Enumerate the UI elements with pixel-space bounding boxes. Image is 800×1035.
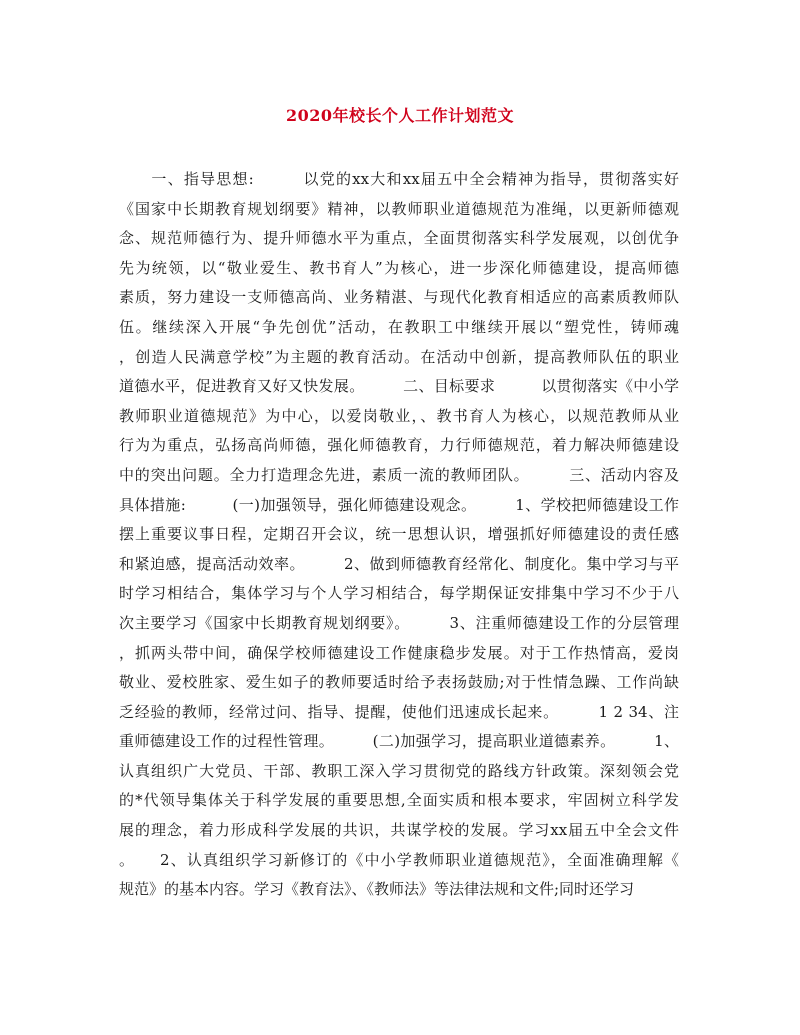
body-line: 一、指导思想: 以党的xx大和xx届五中全会精神为指导，贯彻落实好 xyxy=(119,170,679,188)
document-body xyxy=(119,165,679,905)
body-line: ，抓两头带中间，确保学校师德建设工作健康稳步发展。对于工作热情高，爱岗 xyxy=(119,643,679,662)
body-line: 敬业、爱校胜家、爱生如子的教师要适时给予表扬鼓励;对于性情急躁、工作尚缺 xyxy=(119,673,679,692)
body-line: 展的理念，着力形成科学发展的共识，共谋学校的发展。学习xx届五中全会文件 xyxy=(119,821,679,840)
body-line: ，创造人民满意学校”为主题的教育活动。在活动中创新，提高教师队伍的职业 xyxy=(119,347,679,366)
body-line: 具体措施: (一)加强领导，强化师德建设观念。 1、学校把师德建设工作 xyxy=(119,495,679,514)
body-line: 摆上重要议事日程，定期召开会议，统一思想认识，增强抓好师德建设的责任感 xyxy=(119,525,679,544)
body-line: 念、规范师德行为、提升师德水平为重点，全面贯彻落实科学发展观，以创优争 xyxy=(119,229,679,248)
body-line: 次主要学习《国家中长期教育规划纲要》。 3、注重师德建设工作的分层管理 xyxy=(119,613,679,632)
body-line: 《国家中长期教育规划纲要》精神，以教师职业道德规范为准绳，以更新师德观 xyxy=(119,199,679,218)
body-line: 教师职业道德规范》为中心，以爱岗敬业，、教书育人为核心，以规范教师从业 xyxy=(119,406,679,425)
body-line: 道德水平，促进教育又好又快发展。 二、目标要求 以贯彻落实《中小学 xyxy=(119,377,679,396)
body-line: 行为为重点，弘扬高尚师德，强化师德教育，力行师德规范，着力解决师德建设 xyxy=(119,436,679,455)
document-title: 2020年校长个人工作计划范文 xyxy=(285,106,515,125)
body-line: 乏经验的教师，经常过问、指导、提醒，使他们迅速成长起来。 1 2 34、注 xyxy=(119,702,679,721)
body-line: 的*代领导集体关于科学发展的重要思想,全面实质和根本要求，牢固树立科学发 xyxy=(119,791,679,810)
body-line: 中的突出问题。全力打造理念先进，素质一流的教师团队。 三、活动内容及 xyxy=(119,465,679,484)
body-line: 重师德建设工作的过程性管理。 (二)加强学习，提高职业道德素养。 1、 xyxy=(119,732,679,751)
body-line: 素质，努力建设一支师德高尚、业务精湛、与现代化教育相适应的高素质教师队 xyxy=(119,288,679,307)
body-line: 伍。继续深入开展“争先创优”活动，在教职工中继续开展以“塑党性，铸师魂 xyxy=(119,317,679,336)
body-line: 。 2、认真组织学习新修订的《中小学教师职业道德规范》，全面准确理解《 xyxy=(119,850,679,869)
body-line: 规范》的基本内容。学习《教育法》、《教师法》等法律法规和文件;同时还学习 xyxy=(119,880,635,899)
body-line: 认真组织广大党员、干部、教职工深入学习贯彻党的路线方针政策。深刻领会党 xyxy=(119,761,679,780)
body-line: 先为统领，以“敬业爱生、教书育人”为核心，进一步深化师德建设，提高师德 xyxy=(119,258,679,277)
body-line: 和紧迫感，提高活动效率。 2、做到师德教育经常化、制度化。集中学习与平 xyxy=(119,554,679,573)
body-line: 时学习相结合，集体学习与个人学习相结合，每学期保证安排集中学习不少于八 xyxy=(119,584,679,603)
